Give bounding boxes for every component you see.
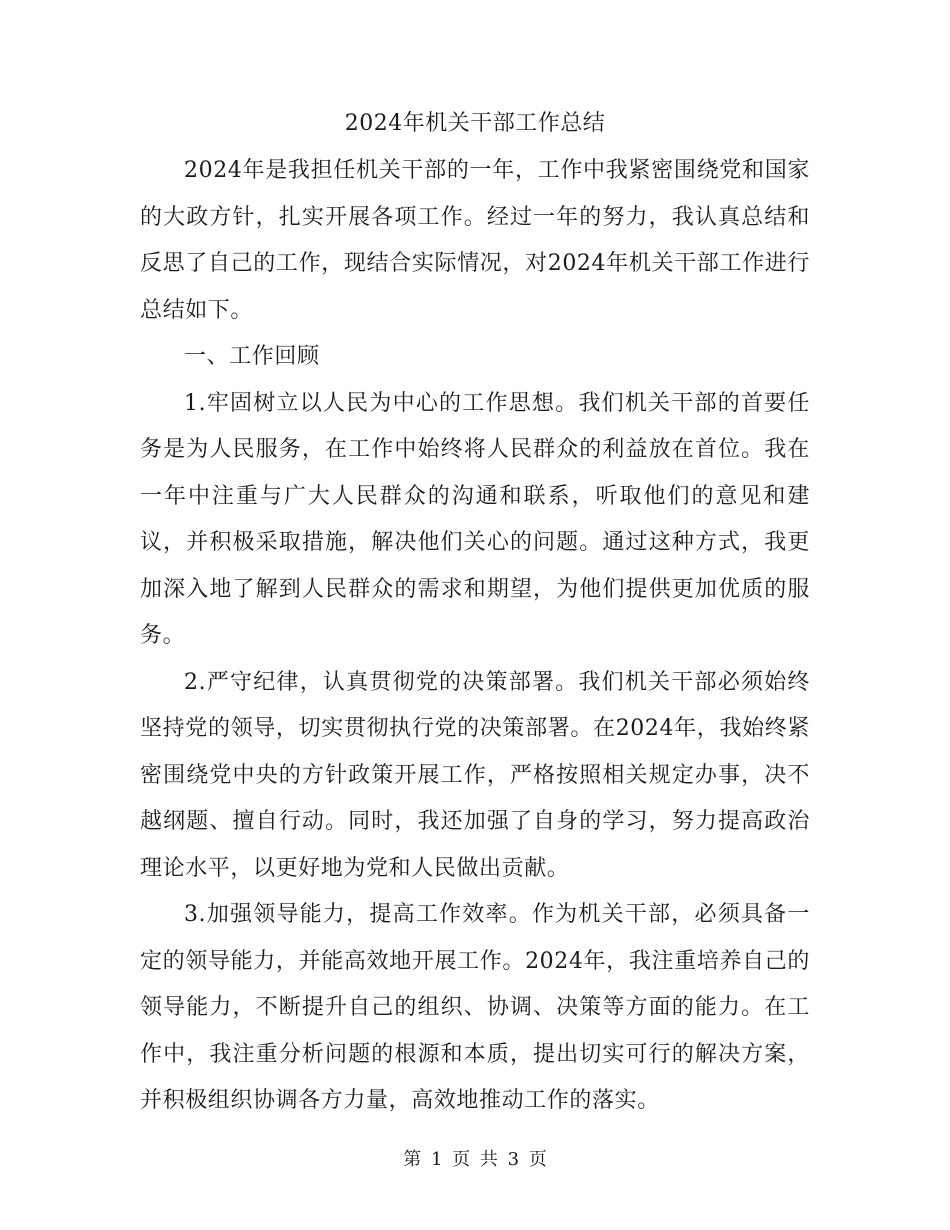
page-footer: 第 1 页 共 3 页 xyxy=(403,1149,547,1170)
intro-paragraph: 2024年是我担任机关干部的一年，工作中我紧密围绕党和国家的大政方针，扎实开展各项工作。经过一年的努力，我认真总结和反思了自己的工作，现结合实际情况，对2024年机关干部工作进行总结如下。 xyxy=(140,158,810,323)
paragraph-item-3: 3.加强领导能力，提高工作效率。作为机关干部，必须具备一定的领导能力，并能高效地开展工作。2024年，我注重培养自己的领导能力，不断提升自己的组织、协调、决策等方面的能力。在工作中，我注重分析问题的根源和本质，提出切实可行的解决方案，并积极组织协调各方力量，高效地推动工作的落实。 xyxy=(140,902,810,1113)
paragraph-item-1: 1.牢固树立以人民为中心的工作思想。我们机关干部的首要任务是为人民服务，在工作中始终将人民群众的利益放在首位。我在一年中注重与广大人民群众的沟通和联系，听取他们的意见和建议，并积极采取措施，解决他们关心的问题。通过这种方式，我更加深入地了解到人民群众的需求和期望，为他们提供更加优质的服务。 xyxy=(140,390,810,648)
document-body xyxy=(140,148,810,1125)
paragraph-item-2: 2.严守纪律，认真贯彻党的决策部署。我们机关干部必须始终坚持党的领导，切实贯彻执行党的决策部署。在2024年，我始终紧密围绕党中央的方针政策开展工作，严格按照相关规定办事，决不越纲题、擅自行动。同时，我还加强了自身的学习，努力提高政治理论水平，以更好地为党和人民做出贡献。 xyxy=(140,669,810,881)
section-heading-work-review: 一、工作回顾 xyxy=(184,344,320,369)
document-title: 2024年机关干部工作总结 xyxy=(344,111,606,136)
